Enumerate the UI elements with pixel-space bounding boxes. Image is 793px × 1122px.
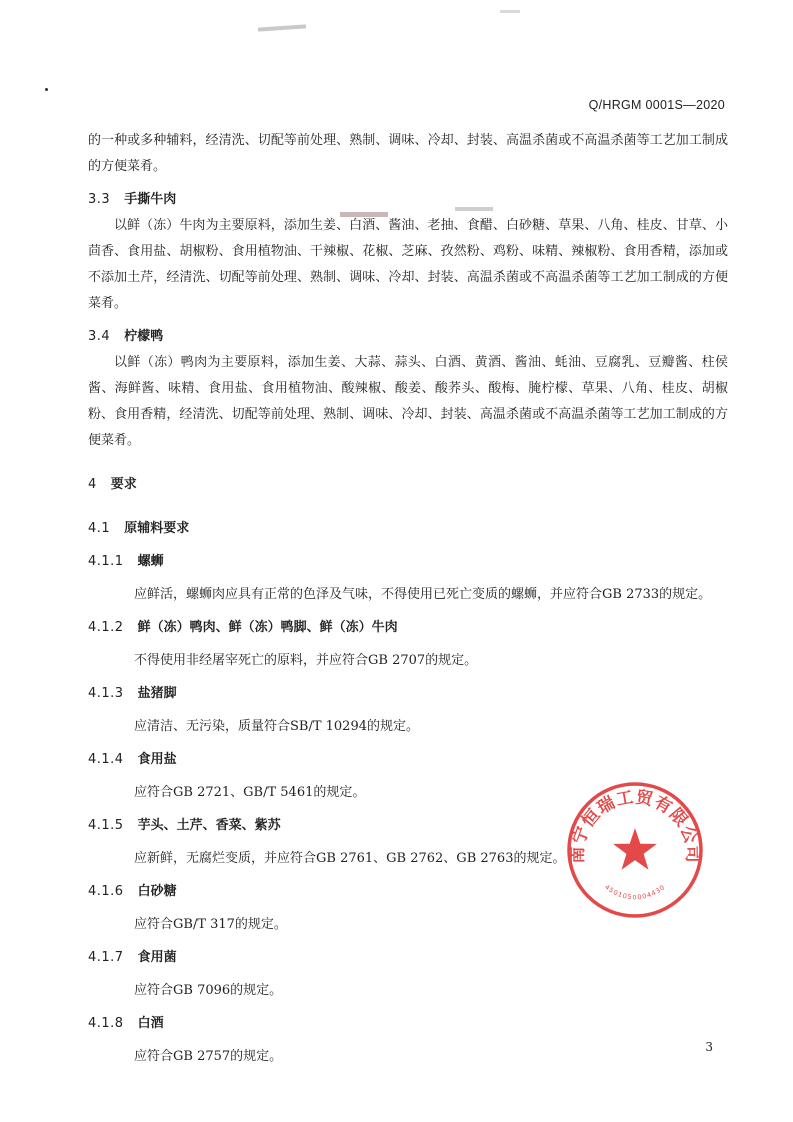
subsection-heading <box>88 615 728 641</box>
subsection-number: 4.1.4 <box>88 752 124 767</box>
document-body <box>88 128 728 1070</box>
intro-continuation: 的一种或多种辅料，经清洗、切配等前处理、熟制、调味、冷却、封装、高温杀菌或不高温杀菌等工艺加工制成的方便菜肴。 <box>88 133 728 174</box>
subsection-heading <box>88 1011 728 1037</box>
chapter-number: 4 <box>88 477 97 492</box>
seal-code: 4501050004430 <box>603 883 667 902</box>
section-title: 手撕牛肉 <box>124 192 177 207</box>
seal-company-name: 南宁恒瑞工贸有限公司 <box>567 787 703 864</box>
scan-dot <box>45 88 48 91</box>
subsection-text: 应新鲜，无腐烂变质，并应符合GB 2761、GB 2762、GB 2763的规定。 <box>134 851 566 866</box>
section-number: 3.3 <box>88 192 111 207</box>
subsection-text: 应鲜活，螺蛳肉应具有正常的色泽及气味，不得使用已死亡变质的螺蛳，并应符合GB 2733的规定。 <box>134 587 712 602</box>
section-heading <box>88 324 728 350</box>
subsection-text: 应符合GB 2721、GB/T 5461的规定。 <box>134 785 366 800</box>
subsection-text: 应符合GB/T 317的规定。 <box>134 917 287 932</box>
subsection-title: 白砂糖 <box>137 884 177 899</box>
subsection-title: 食用盐 <box>137 752 177 767</box>
section-title: 柠檬鸭 <box>124 329 164 344</box>
section-heading <box>88 516 728 542</box>
subsection-title: 白酒 <box>137 1016 164 1031</box>
subsection-heading <box>88 681 728 707</box>
subsection-title: 螺蛳 <box>137 554 164 569</box>
section-text: 以鲜（冻）牛肉为主要原料，添加生姜、白酒、酱油、老抽、食醋、白砂糖、草果、八角、桂皮、甘草、小茴香、食用盐、胡椒粉、食用植物油、干辣椒、花椒、芝麻、孜然粉、鸡粉、味精、辣椒粉、食用香精，添加或不添加土芹，经清洗、切配等前处理、熟制、调味、冷却、封装、高温杀菌或不高温杀菌等工艺加工制成的方便菜肴。 <box>88 218 728 311</box>
subsection-number: 4.1.2 <box>88 620 124 635</box>
subsection-text: 应符合GB 7096的规定。 <box>134 983 283 998</box>
section-title: 原辅料要求 <box>124 521 190 536</box>
seal-star <box>613 828 657 870</box>
company-seal <box>565 780 705 920</box>
section-heading <box>88 187 728 213</box>
subsection-title: 芋头、土芹、香菜、紫苏 <box>137 818 281 833</box>
subsection-title: 鲜（冻）鸭肉、鲜（冻）鸭脚、鲜（冻）牛肉 <box>137 620 398 635</box>
section-text: 以鲜（冻）鸭肉为主要原料，添加生姜、大蒜、蒜头、白酒、黄酒、酱油、蚝油、豆腐乳、豆瓣酱、柱侯酱、海鲜酱、味精、食用盐、食用植物油、酸辣椒、酸姜、酸荞头、酸梅、腌柠檬、草果、八角、桂皮、胡椒粉、食用香精，经清洗、切配等前处理、熟制、调味、冷却、封装、高温杀菌或不高温杀菌等工艺加工制成的方便菜肴。 <box>88 355 728 448</box>
subsection-number: 4.1.3 <box>88 686 124 701</box>
subsection-heading <box>88 945 728 971</box>
subsection-heading <box>88 549 728 575</box>
subsection-text: 应清洁、无污染，质量符合SB/T 10294的规定。 <box>134 719 419 734</box>
chapter-title: 要求 <box>110 477 137 492</box>
subsection-number: 4.1.8 <box>88 1016 124 1031</box>
chapter-heading <box>88 472 728 498</box>
page-number: 3 <box>705 1040 713 1054</box>
subsection-heading <box>88 747 728 773</box>
subsection-number: 4.1.6 <box>88 884 124 899</box>
subsection-title: 食用菌 <box>137 950 177 965</box>
subsection-number: 4.1.5 <box>88 818 124 833</box>
scan-smudge <box>500 10 520 13</box>
subsection-title: 盐猪脚 <box>137 686 177 701</box>
section-number: 4.1 <box>88 521 111 536</box>
subsection-number: 4.1.1 <box>88 554 124 569</box>
standard-code: Q/HRGM 0001S—2020 <box>588 98 725 112</box>
subsection-number: 4.1.7 <box>88 950 124 965</box>
subsection-text: 不得使用非经屠宰死亡的原料，并应符合GB 2707的规定。 <box>134 653 478 668</box>
section-number: 3.4 <box>88 329 111 344</box>
subsection-text: 应符合GB 2757的规定。 <box>134 1049 283 1064</box>
scan-smudge <box>258 24 306 31</box>
